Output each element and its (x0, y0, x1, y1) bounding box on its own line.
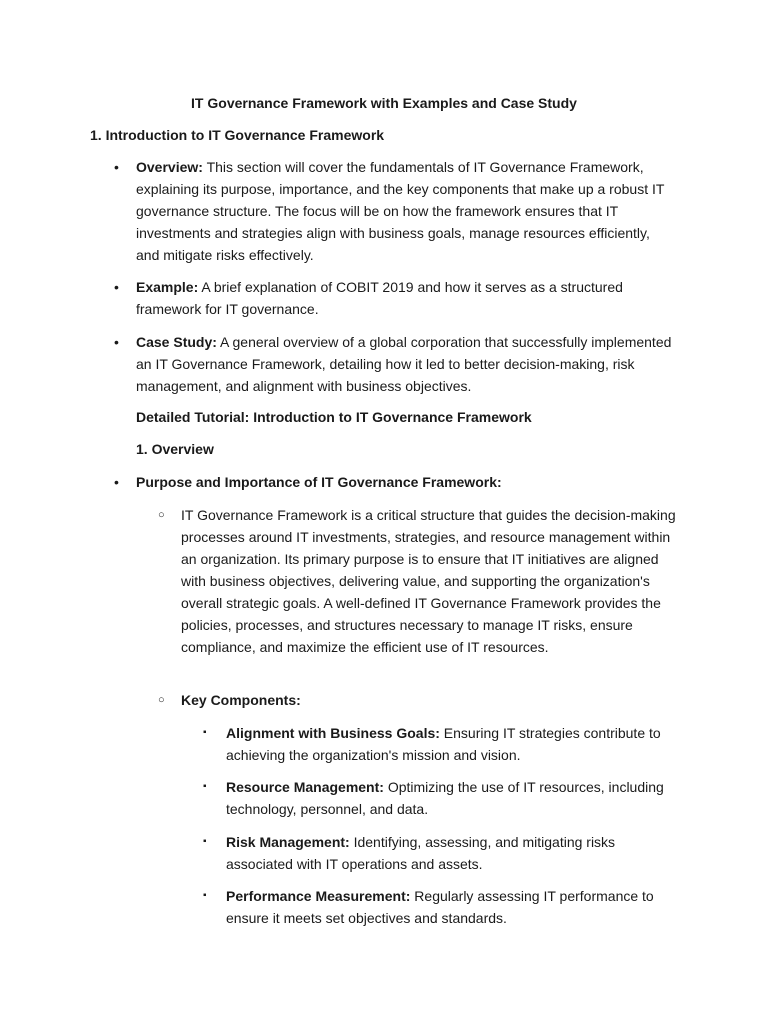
component-text: Identifying, assessing, and mitigating risks associated with IT operations and assets. (226, 834, 616, 872)
component-label: Alignment with Business Goals: (226, 725, 440, 741)
component-alignment (226, 722, 681, 766)
document-title: IT Governance Framework with Examples and Case Study (191, 95, 577, 111)
bullet-text: This section will cover the fundamentals of IT Governance Framework, explaining its purpose, importance, and the key components that make up a robust IT governance structure. The focus will be on how the framework ensures that IT investments and strategies align with business goals, manage resources efficiently, and mitigate risks effectively. (136, 159, 665, 263)
bullet-marker: • (114, 279, 119, 295)
key-components-label: Key Components: (181, 692, 301, 708)
bullet-text: A brief explanation of COBIT 2019 and how it serves as a structured framework for IT governance. (136, 279, 623, 317)
tutorial-heading: Detailed Tutorial: Introduction to IT Governance Framework (136, 409, 532, 425)
bullet-marker: • (114, 159, 119, 175)
component-text: Regularly assessing IT performance to ensure it meets set objectives and standards. (226, 888, 654, 926)
component-performance-measurement (226, 885, 681, 929)
bullet-label: Example: (136, 279, 199, 295)
bullet-label: Overview: (136, 159, 203, 175)
purpose-heading: Purpose and Importance of IT Governance Framework: (136, 474, 502, 490)
bullet-label: Case Study: (136, 334, 217, 350)
square-bullet-marker: ▪ (203, 836, 207, 847)
bullet-marker: • (114, 474, 119, 490)
square-bullet-marker: ▪ (203, 890, 207, 901)
bullet-example (136, 276, 676, 320)
component-text: Ensuring IT strategies contribute to achieving the organization's mission and vision. (226, 725, 661, 763)
bullet-text: A general overview of a global corporation that successfully implemented an IT Governance Framework, detailing how it led to better decision-making, risk management, and alignment with business objectives. (136, 334, 672, 394)
square-bullet-marker: ▪ (203, 781, 207, 792)
component-label: Risk Management: (226, 834, 350, 850)
bullet-marker: • (114, 334, 119, 350)
sub-bullet-marker: ○ (158, 509, 165, 521)
component-label: Resource Management: (226, 779, 384, 795)
section-heading-introduction: 1. Introduction to IT Governance Framework (90, 127, 385, 143)
sub-bullet-marker: ○ (158, 694, 165, 706)
square-bullet-marker: ▪ (203, 727, 207, 738)
component-text: Optimizing the use of IT resources, including technology, personnel, and data. (226, 779, 664, 817)
purpose-paragraph: IT Governance Framework is a critical structure that guides the decision-making processes around IT investments, strategies, and resource management within an organization. Its primary purpose is to ensure that IT initiatives are aligned with business objectives, delivering value, and supporting the organization's overall strategic goals. A well-defined IT Governance Framework provides the policies, processes, and structures necessary to manage IT risks, ensure compliance, and maximize the efficient use of IT resources. (181, 507, 676, 655)
bullet-case-study (136, 331, 676, 397)
overview-heading: 1. Overview (136, 441, 214, 457)
component-risk-management (226, 831, 681, 875)
component-label: Performance Measurement: (226, 888, 411, 904)
component-resource-management (226, 776, 681, 820)
bullet-overview (136, 156, 676, 266)
